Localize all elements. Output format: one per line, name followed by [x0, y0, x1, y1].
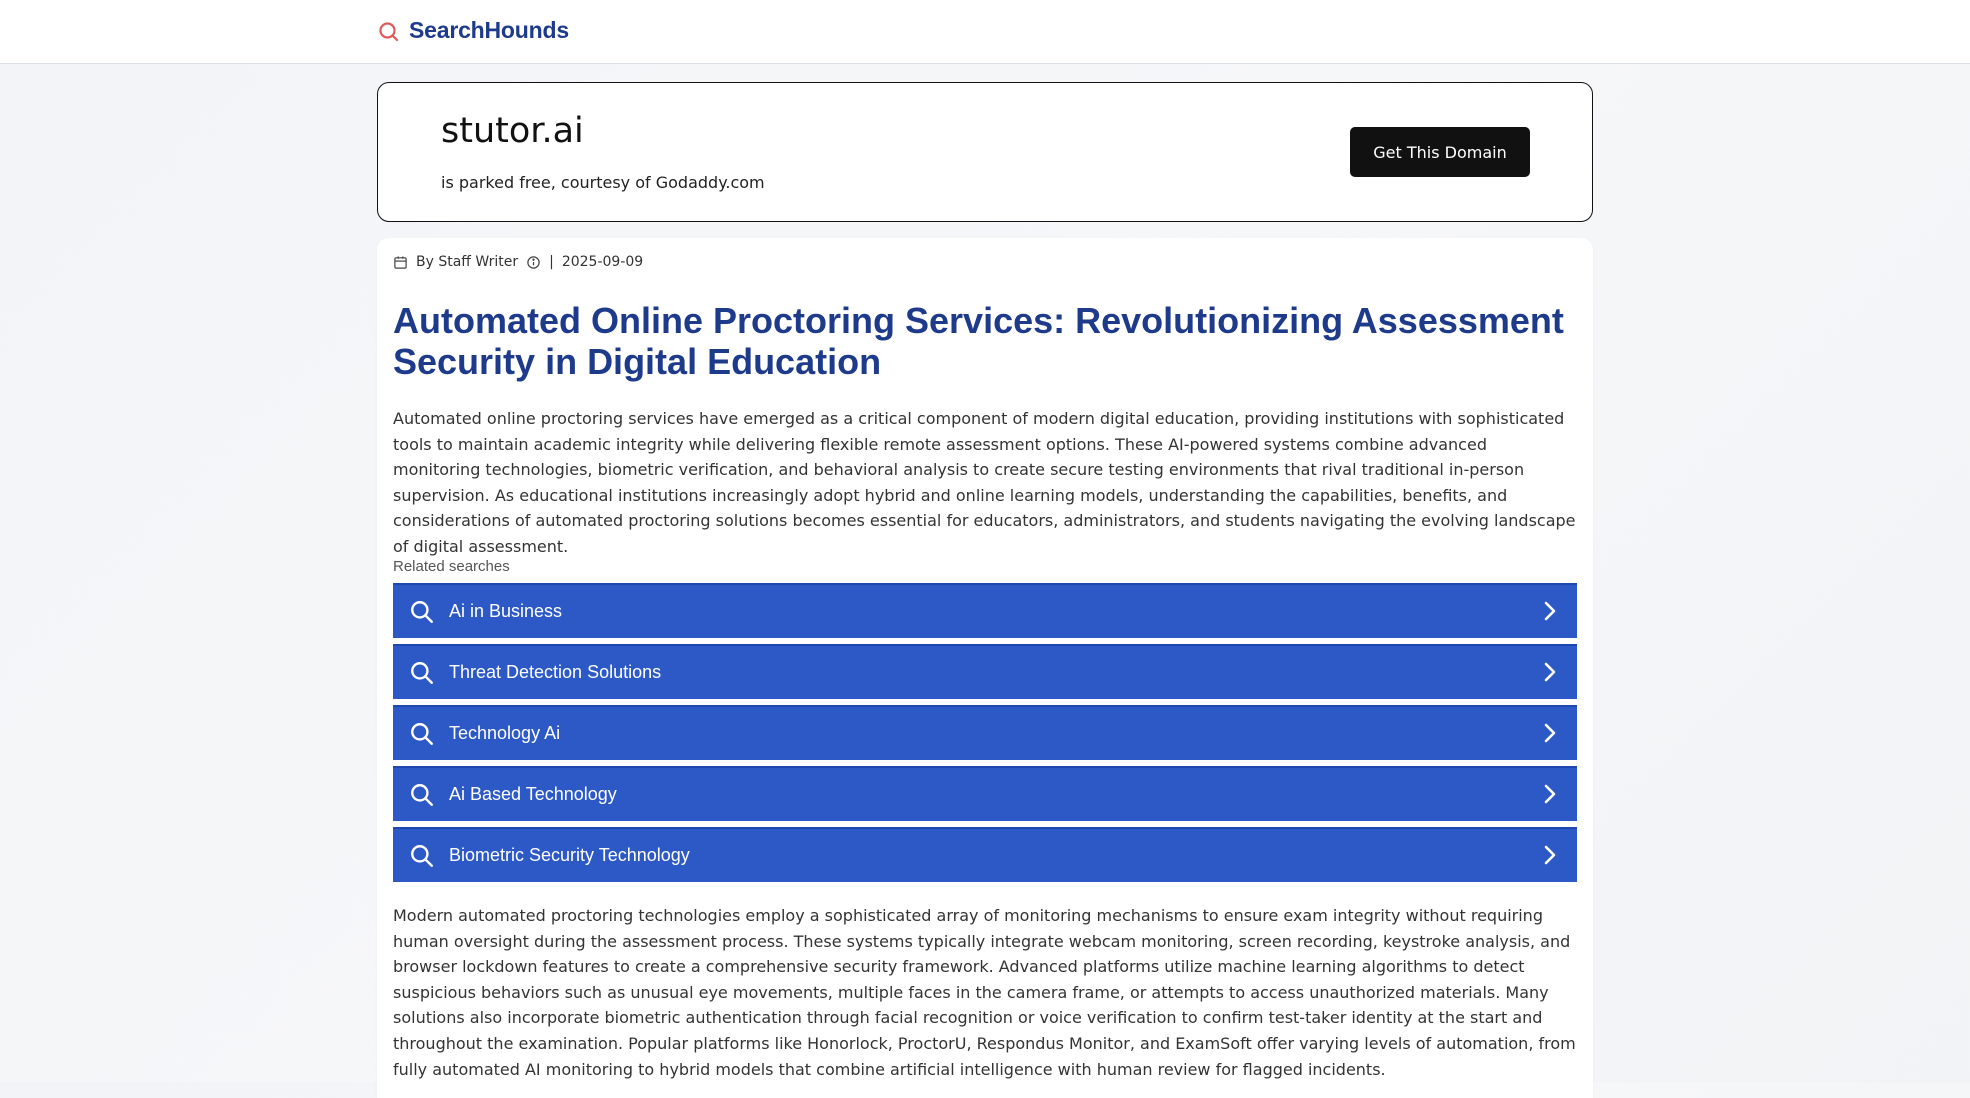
brand-logo[interactable] [377, 16, 569, 44]
chevron-right-icon [1539, 660, 1561, 684]
search-icon [409, 782, 435, 808]
article-author: By Staff Writer [416, 254, 519, 270]
article-card [377, 238, 1593, 1098]
related-searches-list [393, 583, 1577, 888]
related-search-label: Ai Based Technology [449, 784, 617, 804]
related-search-item[interactable] [393, 644, 1577, 699]
related-searches-label: Related searches [393, 558, 510, 575]
chevron-right-icon [1539, 843, 1561, 867]
related-search-label: Technology Ai [449, 723, 561, 743]
brand-name: SearchHounds [409, 16, 569, 43]
related-search-label: Threat Detection Solutions [449, 662, 662, 682]
related-search-label: Biometric Security Technology [449, 845, 690, 865]
chevron-right-icon [1539, 782, 1561, 806]
article-body: Modern automated proctoring technologies employ a sophisticated array of monitoring mechanisms to ensure exam integrity without requiring human oversight during the assessment process. These systems typically integrate webcam monitoring, screen recording, keystroke analysis, and browser lockdown features to create a comprehensive security framework. Advanced platforms utilize machine learning algorithms to detect suspicious behaviors such as unusual eye movements, multiple faces in the camera frame, or attempts to access unauthorized materials. Many solutions also incorporate biometric authentication through facial recognition or voice verification to confirm test-taker identity at the start and throughout the examination. Popular platforms like Honorlock, ProctorU, Respondus Monitor, and ExamSoft offer varying levels of automation, from fully automated AI monitoring to hybrid models that combine artificial intelligence with human review for flagged incidents. [393, 906, 1576, 1079]
article-meta [393, 254, 643, 270]
domain-subtitle: is parked free, courtesy of Godaddy.com [441, 173, 765, 192]
domain-parking-box [377, 82, 1593, 222]
article-date: 2025-09-09 [561, 254, 644, 270]
search-icon [409, 599, 435, 625]
related-search-item[interactable] [393, 827, 1577, 882]
related-search-item[interactable] [393, 583, 1577, 638]
calendar-icon [393, 255, 408, 270]
search-icon [409, 721, 435, 747]
related-search-item[interactable] [393, 705, 1577, 760]
related-search-item[interactable] [393, 766, 1577, 821]
get-domain-button[interactable]: Get This Domain [1350, 127, 1530, 177]
article-title: Automated Online Proctoring Services: Revolutionizing Assessment Security in Digital Education [393, 300, 1564, 382]
related-search-label: Ai in Business [449, 601, 563, 621]
top-bar [0, 0, 1970, 64]
chevron-right-icon [1539, 721, 1561, 745]
meta-separator: | [549, 254, 554, 270]
search-icon [409, 660, 435, 686]
info-icon [526, 255, 541, 270]
chevron-right-icon [1539, 599, 1561, 623]
domain-name: stutor.ai [441, 111, 584, 151]
search-icon [377, 20, 401, 44]
article-intro: Automated online proctoring services have emerged as a critical component of modern digital education, providing institutions with sophisticated tools to maintain academic integrity while delivering flexible remote assessment options. These AI-powered systems combine advanced monitoring technologies, biometric verification, and behavioral analysis to create secure testing environments that rival traditional in-person supervision. As educational institutions increasingly adopt hybrid and online learning models, understanding the capabilities, benefits, and considerations of automated proctoring solutions becomes essential for educators, administrators, and students navigating the evolving landscape of digital assessment. [393, 409, 1576, 556]
search-icon [409, 843, 435, 869]
